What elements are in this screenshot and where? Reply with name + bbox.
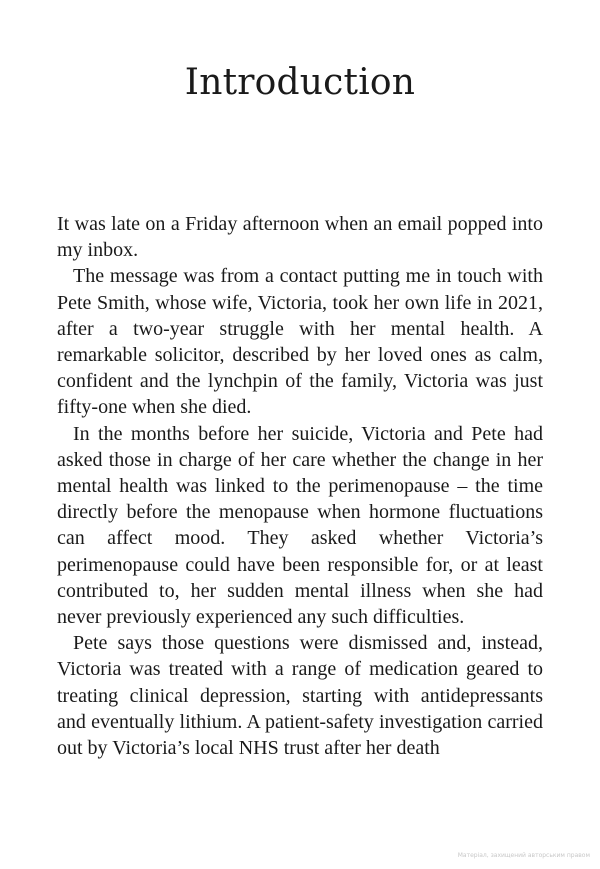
paragraph: The message was from a contact putting me in touch with Pete Smith, whose wife, Victoria, took her own life in 2021, after a two-year struggle with her mental health. A remarkable solicitor, described by her loved ones as calm, confident and the lynchpin of the family, Victoria was just fifty-one when she died.	[57, 265, 543, 419]
paragraph: It was late on a Friday afternoon when an email popped into my inbox.	[57, 213, 543, 262]
body-text	[57, 211, 543, 761]
paragraph: Pete says those questions were dismissed and, instead, Victoria was treated with a range of medication geared to treating clinical depression, starting with antidepressants and eventually lithium. A patient-safety investigation carried out by Victoria’s local NHS trust after her death	[57, 632, 543, 760]
copyright-watermark: Матеріал, захищений авторським правом	[457, 852, 590, 859]
chapter-title: Introduction	[184, 62, 416, 103]
paragraph: In the months before her suicide, Victoria and Pete had asked those in charge of her care whether the change in her mental health was linked to the perimenopause – the time directly before the menopause when hormone fluctuations can affect mood. They asked whether Victoria’s perimenopause could have been responsible for, or at least contributed to, her sudden mental illness when she had never previously experienced any such difficulties.	[57, 422, 543, 629]
